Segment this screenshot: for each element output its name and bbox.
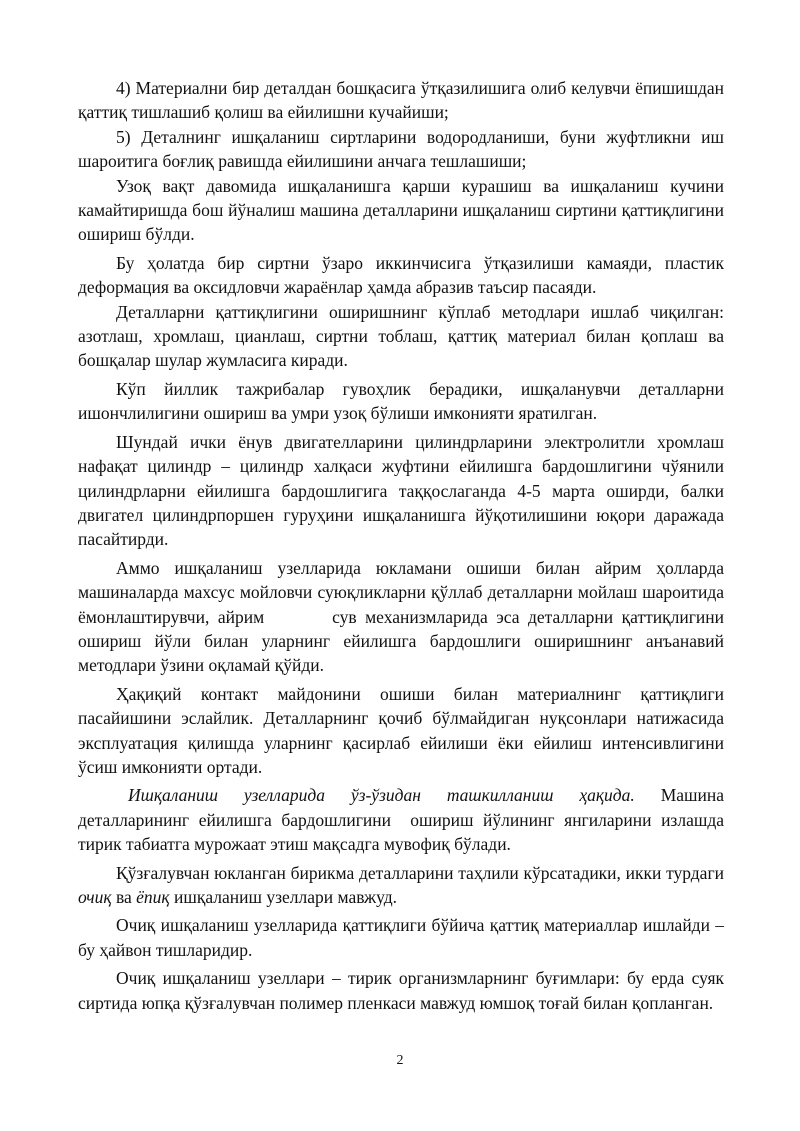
paragraph-12: Очиқ ишқаланиш узелларида қаттиқлиги бўйича қаттиқ материаллар ишлайди – бу ҳайвон тишларидир. xyxy=(78,915,724,960)
paragraph-7: Шундай ички ёнув двигателларини цилиндрларини электролитли хромлаш нафақат цилиндр – цилиндр халқаси жуфтини ейилишга бардошлигини чўянили цилиндрларни ейилишга бардошлигига таққослаганда 4-5 марта оширди, балки двигател цилиндрпоршен гуруҳини ишқаланишга йўқотилишини юқори даражада пасайтирди. xyxy=(78,431,724,550)
paragraph-4: Бу ҳолатда бир сиртни ўзаро иккинчисига ўтқазилиши камаяди, пластик деформация ва оксидловчи жараёнлар ҳамда абразив таъсир пасаяди. xyxy=(78,252,724,298)
paragraph-9: Ҳақиқий контакт майдонини ошиши билан материалнинг қаттиқлиги пасайишини эслайлик. Деталларнинг қочиб бўлмайдиган нуқсонлари натижасида эксплуатация қилишда уларнинг қасирлаб ейилиши ёки ейилиш интенсивлигини ўсиш имконияти ортади. xyxy=(78,683,724,777)
paragraph-6: Кўп йиллик тажрибалар гувоҳлик берадики, ишқаланувчи деталларни ишончлилигини ошириш ва умри узоқ бўлиши имконияти яратилган. xyxy=(78,378,724,424)
paragraph-2: 5) Деталнинг ишқаланиш сиртларини водородланиши, буни жуфтликни иш шароитига боғлиқ равишда ейилишини анчага тешлашиши; xyxy=(78,126,724,172)
term-open-italic: очиқ xyxy=(78,887,112,907)
page-number: 2 xyxy=(396,1053,404,1068)
paragraph-11 xyxy=(78,861,724,910)
section-title-italic: Ишқаланиш узелларида ўз-ўзидан ташкилланиш ҳақида. xyxy=(128,785,635,806)
paragraph-8: Аммо ишқаланиш узелларида юкламани ошиши билан айрим ҳолларда машиналарда махсус мойловчи суюқликларни қўллаб деталларни мойлаш шароитида ёмонлаштирувчи, айрим сув механизмларида эса деталларни қаттиқлигини ошириш йўли билан уларнинг ейилишга бардошлиги оширишнинг анъанавий методлари ўзини оқламай қўйди. xyxy=(78,557,729,676)
paragraph-11-text-c: ишқаланиш узеллари мавжуд. xyxy=(169,887,397,907)
paragraph-11-text-a: Қўзғалувчан юкланган бирикма деталларини таҳлили кўрсатадики, икки турдаги xyxy=(116,862,724,883)
page-body xyxy=(78,76,729,1015)
paragraph-5: Деталларни қаттиқлигини оширишнинг кўплаб методлари ишлаб чиқилган: азотлаш, хромлаш, цианлаш, сиртни тоблаш, қаттиқ материал билан қоплаш ва бошқалар шулар жумласига киради. xyxy=(78,301,724,371)
paragraph-10 xyxy=(78,783,729,856)
paragraph-13: Очиқ ишқаланиш узеллари – тирик организмларнинг буғимлари: бу ерда суяк сиртида юпқа қўзғалувчан полимер пленкаси мавжуд юмшоқ тоғай билан қопланган. xyxy=(78,968,724,1013)
paragraph-3: Узоқ вақт давомида ишқаланишга қарши курашиш ва ишқаланиш кучини камайтиришда бош йўналиш машина деталларини ишқаланиш сиртини қаттиқлигини ошириш бўлди. xyxy=(78,175,724,245)
paragraph-11-text-b: ва xyxy=(111,887,137,907)
paragraph-10-text: Машина деталларининг ейилишга бардошлигини ошириш йўлининг янгиларини излашда тирик табиатга мурожаат этиш мақсадга мувофиқ бўлади. xyxy=(78,785,729,855)
paragraph-1: 4) Материални бир деталдан бошқасига ўтқазилишига олиб келувчи ёпишишдан қаттиқ тишлашиб қолиш ва ейилишни кучайиши; xyxy=(78,78,724,123)
term-closed-italic: ёпиқ xyxy=(136,887,170,907)
